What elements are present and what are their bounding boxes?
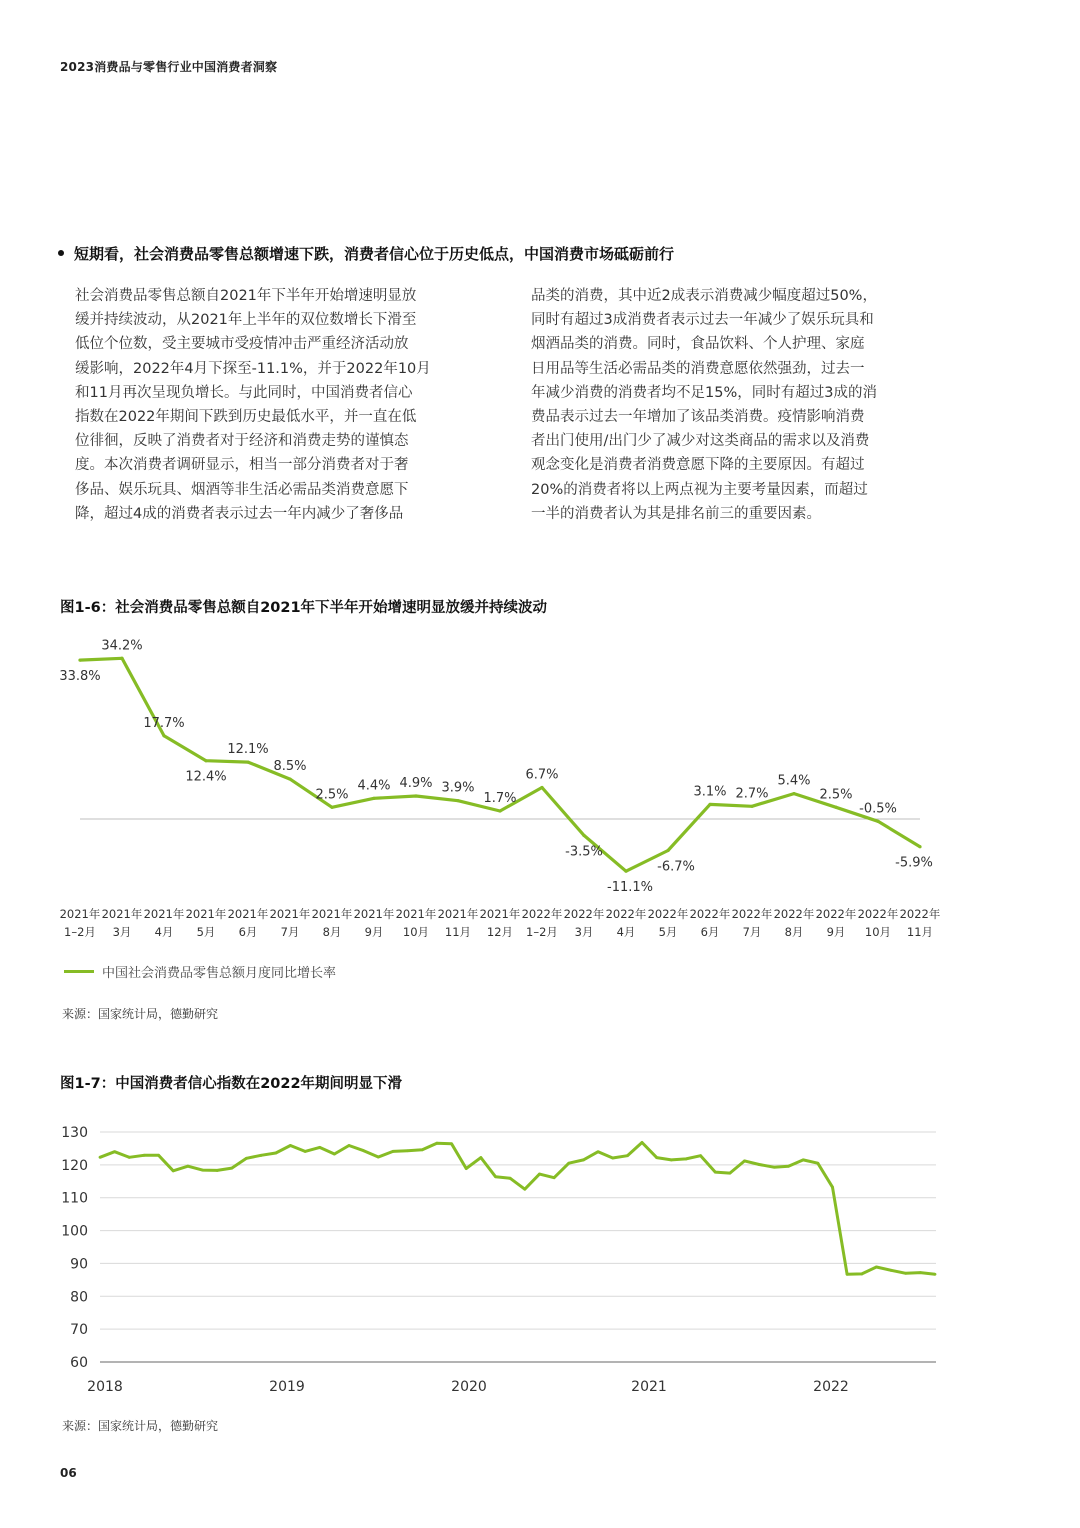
data-label: 34.2% <box>101 638 143 654</box>
x-tick-label-month: 4月 <box>154 925 174 939</box>
data-label: 2.7% <box>735 786 769 802</box>
y-tick-label: 110 <box>61 1190 88 1207</box>
data-point <box>582 834 585 837</box>
data-point <box>201 1169 204 1172</box>
data-point <box>655 1156 658 1159</box>
data-point <box>260 1154 263 1157</box>
data-point <box>465 1167 468 1170</box>
series-line-confidence-index <box>100 1143 935 1275</box>
data-point <box>162 734 165 737</box>
x-tick-label-month: 9月 <box>364 925 384 939</box>
body-text-left <box>75 284 485 526</box>
x-tick-label: 2018 <box>87 1379 123 1395</box>
data-point <box>204 759 207 762</box>
data-point <box>274 1152 277 1155</box>
x-tick-label-year: 2022年 <box>605 907 647 921</box>
data-point <box>685 1158 688 1161</box>
x-tick-label-month: 9月 <box>826 925 846 939</box>
data-label: 2.5% <box>819 787 853 803</box>
data-point <box>78 659 81 662</box>
x-tick-label-month: 10月 <box>864 925 892 939</box>
data-point <box>876 820 879 823</box>
x-tick-label-month: 6月 <box>238 925 258 939</box>
data-point <box>216 1169 219 1172</box>
data-point <box>626 1154 629 1157</box>
data-point <box>494 1175 497 1178</box>
section-heading <box>58 243 674 264</box>
data-point <box>523 1188 526 1191</box>
consumer-confidence-chart <box>0 1110 1080 1420</box>
data-point <box>582 1159 585 1162</box>
body-text-line: 度。本次消费者调研显示，相当一部分消费者对于奢 <box>75 457 409 474</box>
chart-legend <box>64 962 336 981</box>
data-point <box>641 1141 644 1144</box>
x-tick-label-year: 2021年 <box>479 907 521 921</box>
data-point <box>597 1150 600 1153</box>
body-text-line: 费品表示过去一年增加了该品类消费。疫情影响消费 <box>531 409 865 426</box>
data-point <box>758 1163 761 1166</box>
body-text-right <box>531 284 941 526</box>
data-label: 3.1% <box>693 784 727 800</box>
data-point <box>414 794 417 797</box>
data-point <box>377 1156 380 1159</box>
legend-line-swatch <box>64 970 94 973</box>
data-point <box>172 1169 175 1172</box>
data-label: 17.7% <box>143 715 185 731</box>
x-tick-label-month: 3月 <box>112 925 132 939</box>
x-tick-label: 2020 <box>451 1379 487 1395</box>
body-text-line: 者出门使用/出门少了减少对这类商品的需求以及消费 <box>531 433 870 450</box>
figure-1-6-title: 图1-6：社会消费品零售总额自2021年下半年开始增速明显放缓并持续波动 <box>60 600 548 616</box>
data-point <box>450 1142 453 1145</box>
x-tick-label-year: 2021年 <box>269 907 311 921</box>
data-label: 12.4% <box>185 769 227 785</box>
data-point <box>567 1162 570 1165</box>
body-text-line: 缓影响，2022年4月下探至-11.1%，并于2022年10月 <box>75 360 431 377</box>
data-point <box>318 1146 321 1149</box>
data-point <box>538 1173 541 1176</box>
data-point <box>186 1165 189 1168</box>
bullet-icon <box>58 250 64 256</box>
data-label: -5.9% <box>895 855 933 871</box>
data-point <box>304 1150 307 1153</box>
data-point <box>456 799 459 802</box>
body-text-line: 品类的消费，其中近2成表示消费减少幅度超过50%， <box>531 288 877 304</box>
data-point <box>99 1156 102 1159</box>
y-tick-label: 70 <box>70 1322 88 1339</box>
body-text-line: 日用品等生活必需品类的消费意愿依然强劲，过去一 <box>531 360 865 377</box>
data-point <box>772 1166 775 1169</box>
retail-sales-growth-chart <box>0 620 1080 980</box>
x-tick-label-year: 2022年 <box>773 907 815 921</box>
body-text-line: 和11月再次呈现负增长。与此同时，中国消费者信心 <box>75 384 413 401</box>
data-label: 4.9% <box>399 775 433 791</box>
body-text-line: 社会消费品零售总额自2021年下半年开始增速明显放 <box>75 288 417 304</box>
data-point <box>802 1159 805 1162</box>
data-point <box>919 1271 922 1274</box>
data-point <box>553 1176 556 1179</box>
x-tick-label-year: 2022年 <box>647 907 689 921</box>
data-point <box>846 1273 849 1276</box>
data-point <box>245 1157 248 1160</box>
data-point <box>128 1156 131 1159</box>
data-label: 1.7% <box>483 791 517 807</box>
x-tick-label-year: 2021年 <box>185 907 227 921</box>
y-tick-label: 120 <box>61 1157 88 1174</box>
data-point <box>699 1154 702 1157</box>
data-point <box>834 806 837 809</box>
x-tick-label-year: 2022年 <box>815 907 857 921</box>
data-label: 3.9% <box>441 780 475 796</box>
body-text-line: 位徘徊，反映了消费者对于经济和消费走势的谨慎态 <box>75 433 409 450</box>
legend-label: 中国社会消费品零售总额月度同比增长率 <box>102 966 337 981</box>
x-tick-label-month: 3月 <box>574 925 594 939</box>
y-tick-label: 80 <box>70 1289 88 1306</box>
x-tick-label-month: 1–2月 <box>526 925 558 939</box>
data-point <box>230 1167 233 1170</box>
x-tick-label-month: 5月 <box>196 925 216 939</box>
data-point <box>743 1160 746 1163</box>
data-label: 5.4% <box>777 773 811 789</box>
data-point <box>289 1144 292 1147</box>
data-point <box>113 1150 116 1153</box>
x-tick-label-month: 7月 <box>742 925 762 939</box>
body-text-line: 缓并持续波动，从2021年上半年的双位数增长下滑至 <box>75 312 417 329</box>
y-tick-label: 130 <box>61 1125 88 1141</box>
figure-1-6-source: 来源：国家统计局，德勤研究 <box>62 1007 219 1021</box>
data-point <box>875 1266 878 1269</box>
x-tick-label-year: 2022年 <box>857 907 899 921</box>
figure-1-7-title: 图1-7：中国消费者信心指数在2022年期间明显下滑 <box>60 1076 403 1092</box>
data-point <box>750 805 753 808</box>
data-label: -3.5% <box>565 844 603 860</box>
data-point <box>904 1272 907 1275</box>
data-label: -0.5% <box>859 801 897 817</box>
series-line-retail-growth <box>80 658 920 871</box>
data-point <box>333 1153 336 1156</box>
data-point <box>934 1273 937 1276</box>
data-point <box>816 1162 819 1165</box>
x-tick-label: 2022 <box>813 1379 849 1395</box>
x-tick-label-year: 2022年 <box>521 907 563 921</box>
data-label: 6.7% <box>525 767 559 783</box>
x-tick-label: 2021 <box>631 1379 667 1395</box>
x-tick-label-year: 2021年 <box>101 907 143 921</box>
data-point <box>611 1157 614 1160</box>
data-point <box>421 1148 424 1151</box>
data-label: 33.8% <box>59 669 101 685</box>
data-point <box>498 809 501 812</box>
x-tick-label-month: 11月 <box>906 925 934 939</box>
body-text-line: 侈品、娱乐玩具、烟酒等非生活必需品类消费意愿下 <box>75 481 409 498</box>
y-tick-label: 60 <box>70 1355 88 1371</box>
data-label: 2.5% <box>315 787 349 803</box>
body-text-line: 一半的消费者认为其是排名前三的重要因素。 <box>531 505 821 522</box>
data-point <box>624 870 627 873</box>
x-tick-label-month: 7月 <box>280 925 300 939</box>
data-point <box>792 792 795 795</box>
data-point <box>348 1144 351 1147</box>
data-point <box>436 1142 439 1145</box>
x-tick-label-month: 10月 <box>402 925 430 939</box>
body-text-line: 低位个位数，受主要城市受疫情冲击严重经济活动放 <box>75 336 409 353</box>
x-tick-label-year: 2022年 <box>899 907 941 921</box>
x-tick-label-month: 1–2月 <box>64 925 96 939</box>
report-title: 2023消费品与零售行业中国消费者洞察 <box>60 60 278 74</box>
data-point <box>890 1269 893 1272</box>
body-text-line: 观念变化是消费者消费意愿下降的主要原因。有超过 <box>531 457 865 474</box>
body-text-line: 年减少消费的消费者均不足15%，同时有超过3成的消 <box>531 384 877 401</box>
data-point <box>540 786 543 789</box>
y-tick-label: 90 <box>70 1256 88 1273</box>
body-text-line: 降，超过4成的消费者表示过去一年内减少了奢侈品 <box>75 505 404 522</box>
data-point <box>708 803 711 806</box>
data-point <box>670 1159 673 1162</box>
data-point <box>372 797 375 800</box>
data-point <box>831 1186 834 1189</box>
x-tick-label-year: 2022年 <box>689 907 731 921</box>
data-label: 8.5% <box>273 759 307 775</box>
data-point <box>246 761 249 764</box>
data-point <box>666 849 669 852</box>
data-point <box>288 777 291 780</box>
data-point <box>157 1154 160 1157</box>
data-point <box>787 1165 790 1168</box>
x-tick-label-month: 8月 <box>322 925 342 939</box>
x-tick-label-year: 2022年 <box>731 907 773 921</box>
section-heading-text: 短期看，社会消费品零售总额增速下跌，消费者信心位于历史低点，中国消费市场砥砺前行 <box>74 245 675 263</box>
x-tick-label-year: 2021年 <box>59 907 101 921</box>
x-tick-label-year: 2021年 <box>395 907 437 921</box>
x-tick-label-year: 2021年 <box>143 907 185 921</box>
body-text-line: 20%的消费者将以上两点视为主要考量因素，而超过 <box>531 481 868 498</box>
x-tick-label-year: 2021年 <box>311 907 353 921</box>
body-text-line: 同时有超过3成消费者表示过去一年减少了娱乐玩具和 <box>531 312 874 329</box>
body-text-line: 烟酒品类的消费。同时，食品饮料、个人护理、家庭 <box>531 336 865 353</box>
data-point <box>362 1149 365 1152</box>
data-point <box>330 806 333 809</box>
x-tick-label-month: 8月 <box>784 925 804 939</box>
x-tick-label-month: 6月 <box>700 925 720 939</box>
data-point <box>392 1150 395 1153</box>
body-text-line: 指数在2022年期间下跌到历史最低水平，并一直在低 <box>75 409 417 426</box>
x-tick-label: 2019 <box>269 1379 305 1395</box>
x-tick-label-month: 12月 <box>486 925 514 939</box>
data-label: 12.1% <box>227 742 269 758</box>
x-tick-label-month: 11月 <box>444 925 472 939</box>
data-point <box>714 1171 717 1174</box>
x-tick-label-year: 2021年 <box>353 907 395 921</box>
figure-1-7-source: 来源：国家统计局，德勤研究 <box>62 1419 219 1433</box>
data-label: -6.7% <box>657 859 695 875</box>
x-tick-label-year: 2022年 <box>563 907 605 921</box>
x-tick-label-month: 5月 <box>658 925 678 939</box>
page-number: 06 <box>60 1466 77 1480</box>
data-point <box>120 657 123 660</box>
data-point <box>860 1273 863 1276</box>
x-tick-label-month: 4月 <box>616 925 636 939</box>
y-tick-label: 100 <box>61 1223 88 1240</box>
data-point <box>918 845 921 848</box>
data-point <box>509 1177 512 1180</box>
data-point <box>143 1154 146 1157</box>
data-point <box>406 1149 409 1152</box>
data-point <box>729 1172 732 1175</box>
data-label: 4.4% <box>357 778 391 794</box>
x-tick-label-year: 2021年 <box>437 907 479 921</box>
data-label: -11.1% <box>607 880 653 896</box>
data-point <box>479 1156 482 1159</box>
x-tick-label-year: 2021年 <box>227 907 269 921</box>
